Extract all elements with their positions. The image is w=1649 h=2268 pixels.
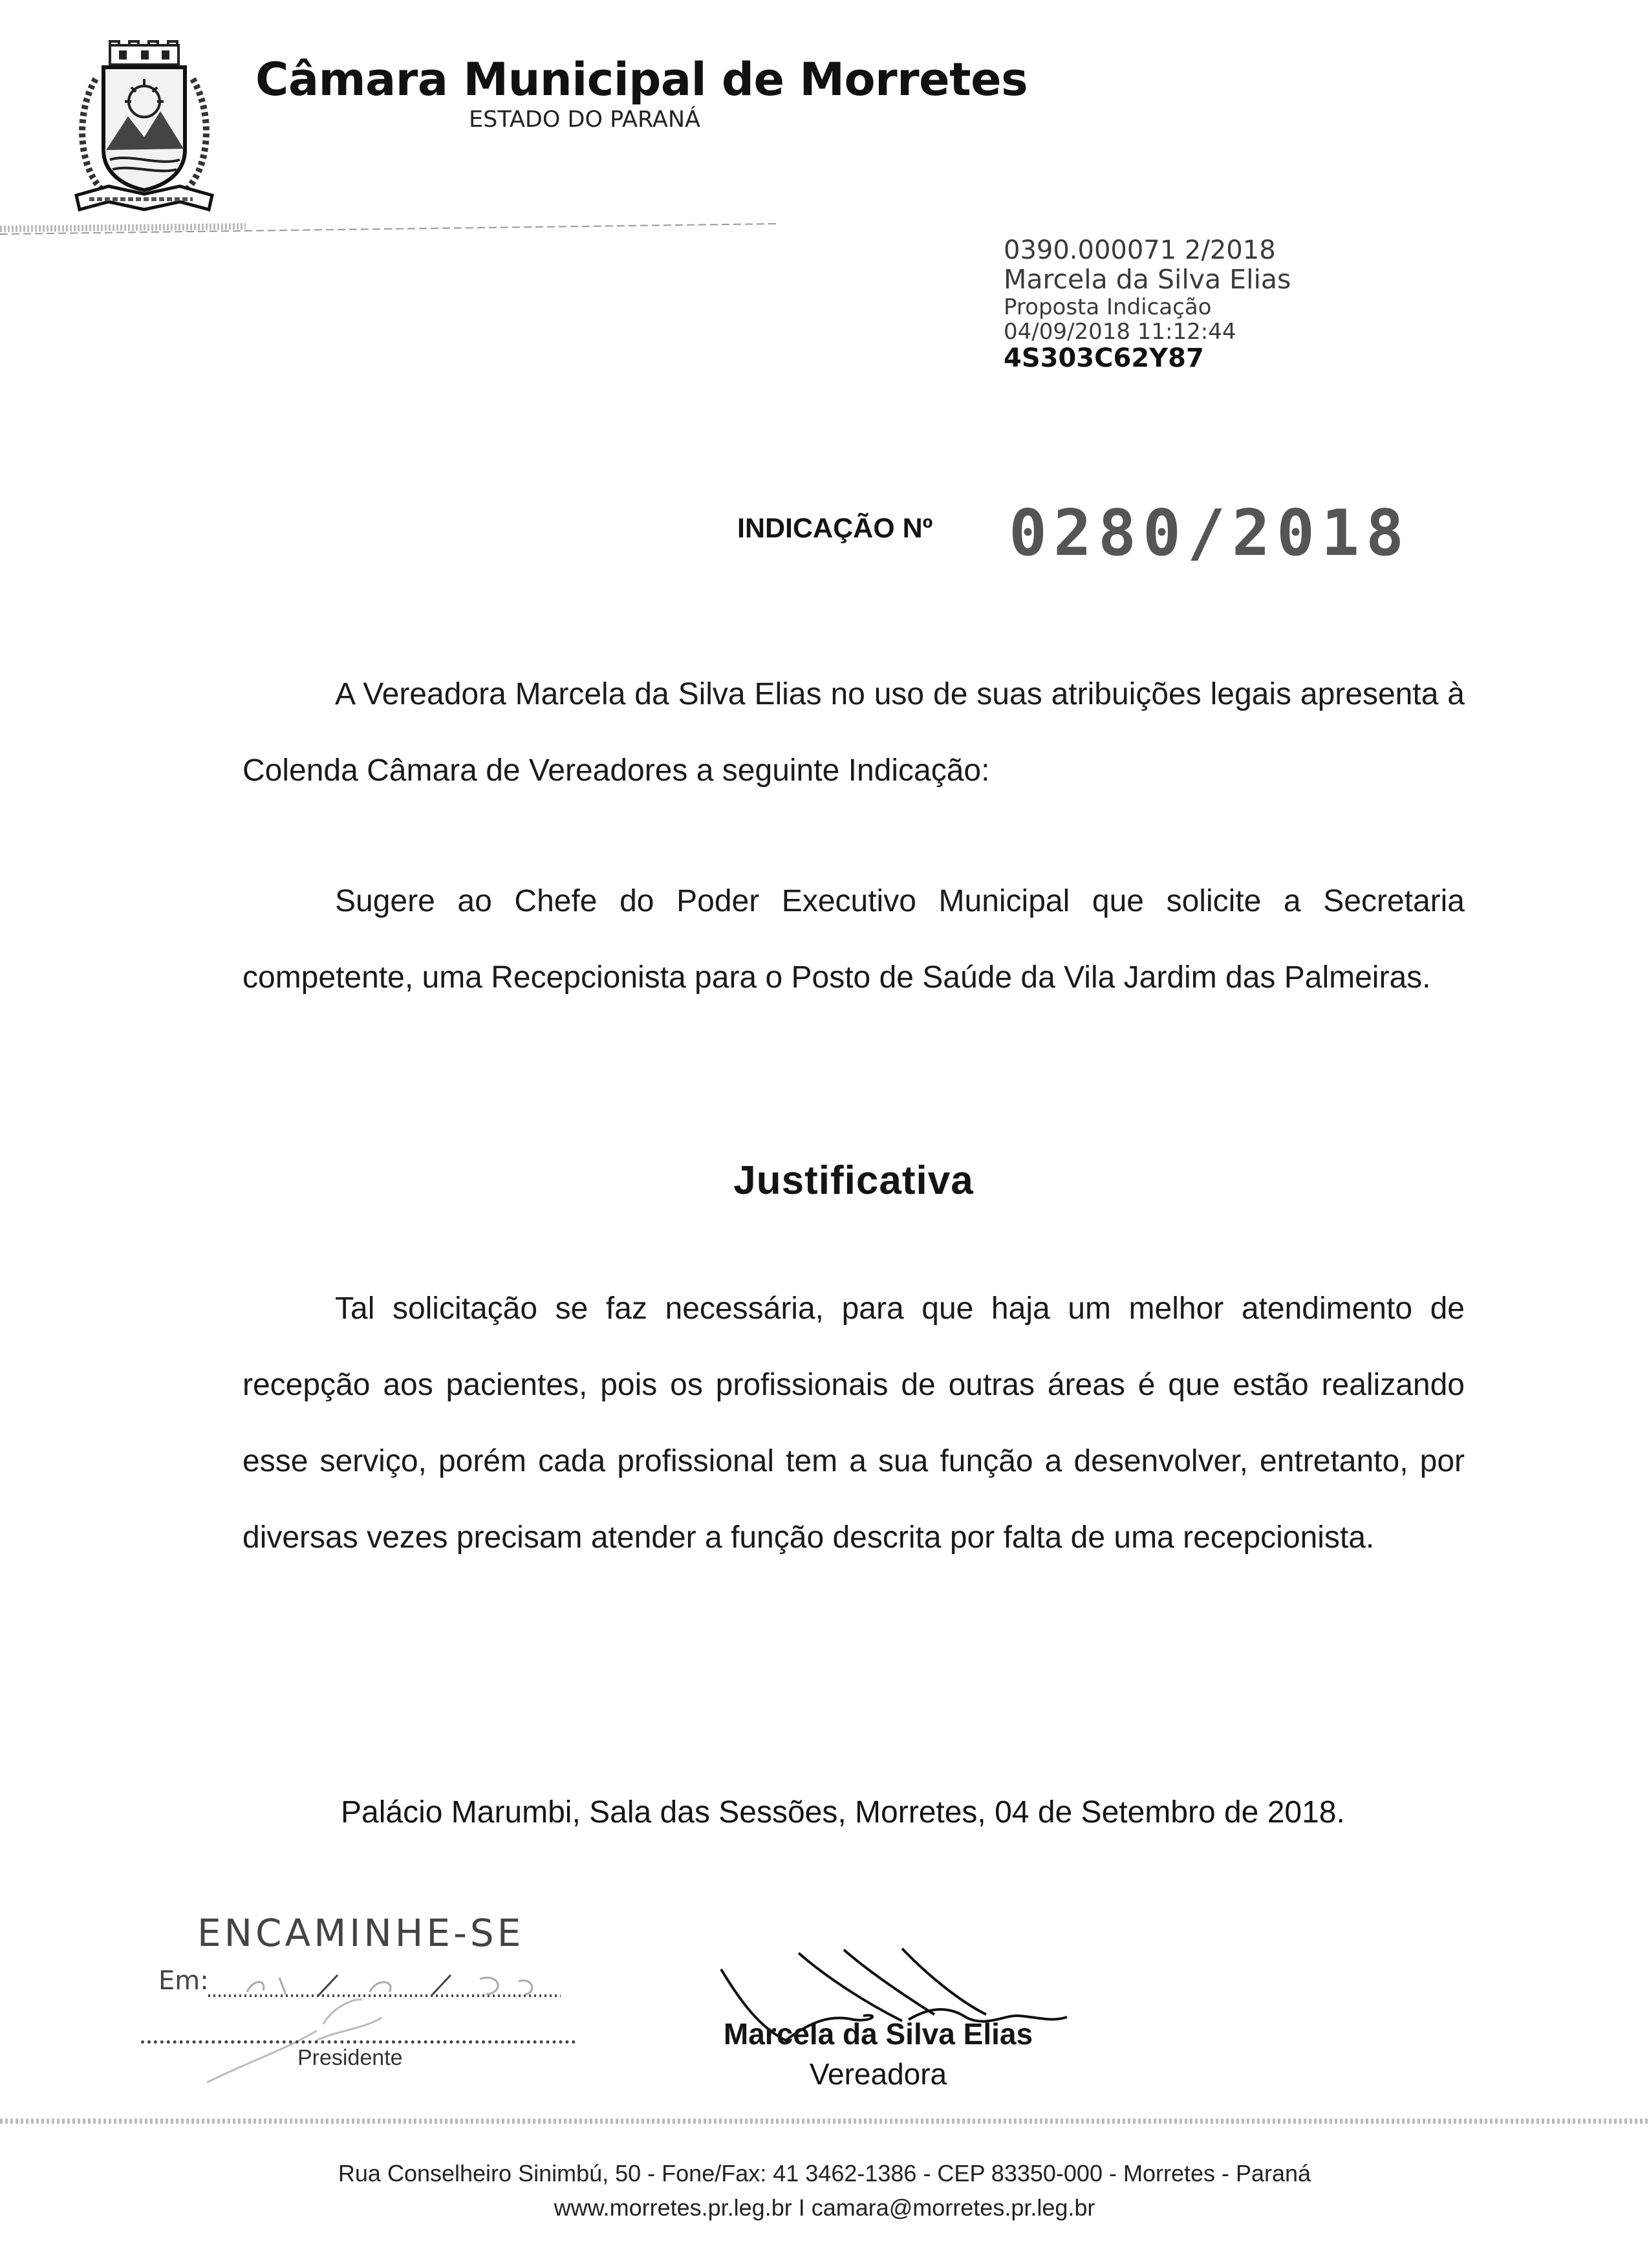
page-title: Câmara Municipal de Morretes bbox=[255, 53, 1028, 106]
justification-paragraph: Tal solicitação se faz necessária, para que haja um melhor atendimento de recepção aos pacientes, pois os profissionais de outras áreas é que estão realizando esse serviço, porém cada profissional tem a sua função a desenvolver, entretanto, por diversas vezes precisam atender a função descrita por falta de uma recepcionista. bbox=[242, 1291, 1465, 1555]
signatory-name: Marcela da Silva Elias bbox=[723, 2017, 1033, 2051]
president-signature-line bbox=[141, 2040, 576, 2044]
signatory-role: Vereadora bbox=[809, 2057, 947, 2091]
protocol-author: Marcela da Silva Elias bbox=[1004, 263, 1291, 295]
justification-heading: Justificativa bbox=[733, 1158, 974, 1203]
indicacao-label: INDICAÇÃO Nº bbox=[737, 513, 933, 544]
protocol-type: Proposta Indicação bbox=[1004, 294, 1212, 320]
coat-of-arms-icon bbox=[70, 40, 219, 221]
protocol-code: 4S303C62Y87 bbox=[1004, 343, 1204, 373]
forwarding-stamp-title: ENCAMINHE-SE bbox=[197, 1911, 524, 1955]
footer-divider bbox=[0, 2115, 1649, 2128]
protocol-timestamp: 04/09/2018 11:12:44 bbox=[1004, 318, 1236, 345]
forwarding-date-label: Em: bbox=[158, 1966, 209, 1996]
closing-line: Palácio Marumbi, Sala das Sessões, Morretes, 04 de Setembro de 2018. bbox=[341, 1795, 1345, 1830]
request-paragraph: Sugere ao Chefe do Poder Executivo Municipal que solicite a Secretaria competente, uma Recepcionista para o Posto de Saúde da Vila Jardim das Palmeiras. bbox=[242, 884, 1465, 995]
footer-contact: www.morretes.pr.leg.br I camara@morretes.pr.leg.br bbox=[554, 2194, 1095, 2221]
intro-paragraph: A Vereadora Marcela da Silva Elias no uso de suas atribuições legais apresenta à Colenda Câmara de Vereadores a seguinte Indicação: bbox=[242, 677, 1465, 788]
protocol-stamp bbox=[1004, 236, 1291, 373]
footer-address: Rua Conselheiro Sinimbú, 50 - Fone/Fax: 41 3462-1386 - CEP 83350-000 - Morretes - Paraná bbox=[338, 2160, 1311, 2187]
page-subtitle: ESTADO DO PARANÁ bbox=[469, 107, 700, 133]
header-divider bbox=[0, 220, 776, 239]
protocol-number: 0390.000071 2/2018 bbox=[1004, 235, 1276, 265]
indicacao-number: 0280/2018 bbox=[1009, 497, 1411, 570]
president-label: Presidente bbox=[297, 2046, 403, 2070]
